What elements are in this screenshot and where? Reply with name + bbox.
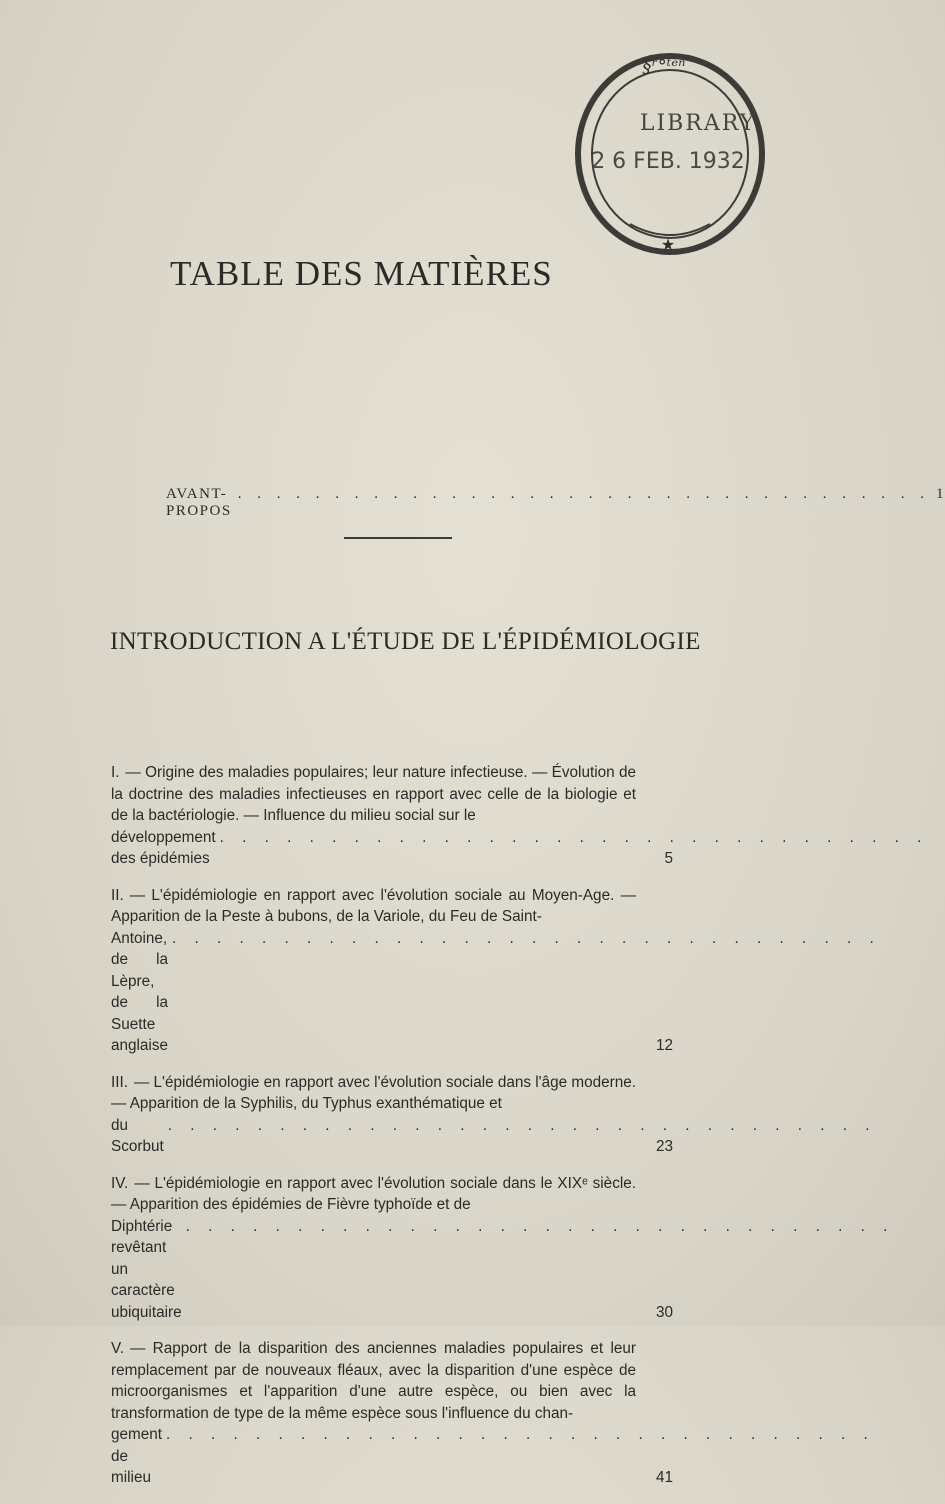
entry-page: 12 [655,1037,673,1054]
avant-propos-entry [166,486,945,520]
entry-page: 30 [655,1303,673,1321]
avant-propos-page: 1 [935,486,945,502]
entry-text-last: du Scorbut [111,1116,164,1155]
avant-propos-label: AVANT-PROPOS [166,486,232,519]
stamp-seal-icon [560,36,770,276]
entry-number: IV. [111,1174,129,1192]
toc-entry [111,1173,895,1324]
entry-text: — L'épidémiologie en rapport avec l'évolution sociale dans l'âge moderne. — Apparition de la Syphilis, du Typhus exanthématique et [111,1073,636,1112]
section-divider [344,537,452,539]
leader-dots: . . . . . . . . . . . . . . . . . . . . . . . . . . . . . . . . . . . . [237,486,930,502]
svg-text:§ʳ°ᵗᵉⁿ: §ʳ°ᵗᵉⁿ [642,56,686,77]
section-title: INTRODUCTION A L'ÉTUDE DE L'ÉPIDÉMIOLOGIE [110,628,701,655]
svg-text:★: ★ [660,237,676,254]
library-stamp [560,36,770,276]
entry-number: I. [111,764,120,781]
table-of-contents [111,762,929,1504]
entry-text-last: développement des épidémies [111,828,216,867]
leader-dots: . . . . . . . . . . . . . . . . . . . . . . . . . . . . . . . . [171,929,881,947]
entry-text: — L'épidémiologie en rapport avec l'évolution sociale au Moyen-Age. — Apparition de la Peste à bubons, de la Variole, du Feu de Saint- [111,886,636,925]
entry-text: — Rapport de la disparition des anciennes maladies populaires et leur remplacement par de nouveaux fléaux, avec la disparition d'une espèce de microorganismes et l'apparition d'une autre espèce, ou bien avec la transformation de type de la même espèce sous l'influence du chan- [111,1340,636,1422]
leader-dots: . . . . . . . . . . . . . . . . . . . . . . . . . . . . . . . . [167,1116,877,1134]
entry-number: V. [111,1340,125,1357]
entry-text: — Origine des maladies populaires; leur nature infectieuse. — Évolution de la doctrine des maladies infectieuses en rapport avec celle de la biologie et de la bactériologie. — Influence du milieu social sur le [111,764,636,824]
leader-dots: . . . . . . . . . . . . . . . . . . . . . . . . . . . . . . . . [185,1217,895,1235]
stamp-library-text: LIBRARY [639,111,757,136]
toc-entry [111,885,881,1057]
leader-dots: . . . . . . . . . . . . . . . . . . . . . . . . . . . . . . . . [219,828,929,846]
stamp-date-text: 2 6 FEB. 1932 [591,149,745,174]
entry-page: 23 [655,1138,673,1155]
entry-text: — L'épidémiologie en rapport avec l'évolution sociale dans le XIXᵉ siècle. — Apparition des épidémies de Fièvre typhoïde et de [111,1174,636,1213]
toc-entry [111,762,929,870]
entry-text-last: gement de milieu [111,1426,163,1486]
entry-number: II. [111,886,124,904]
entry-page: 41 [655,1469,673,1486]
toc-entry [111,1338,875,1489]
entry-text-last: Diphtérie revêtant un caractère ubiquitaire [111,1217,182,1321]
entry-text-last: Antoine, de la Lèpre, de la Suette anglaise [111,929,168,1054]
entry-page: 5 [664,850,673,867]
leader-dots: . . . . . . . . . . . . . . . . . . . . . . . . . . . . . . . . [166,1426,875,1443]
page-title: TABLE DES MATIÈRES [170,254,553,293]
toc-entry [111,1072,877,1158]
entry-number: III. [111,1073,128,1091]
